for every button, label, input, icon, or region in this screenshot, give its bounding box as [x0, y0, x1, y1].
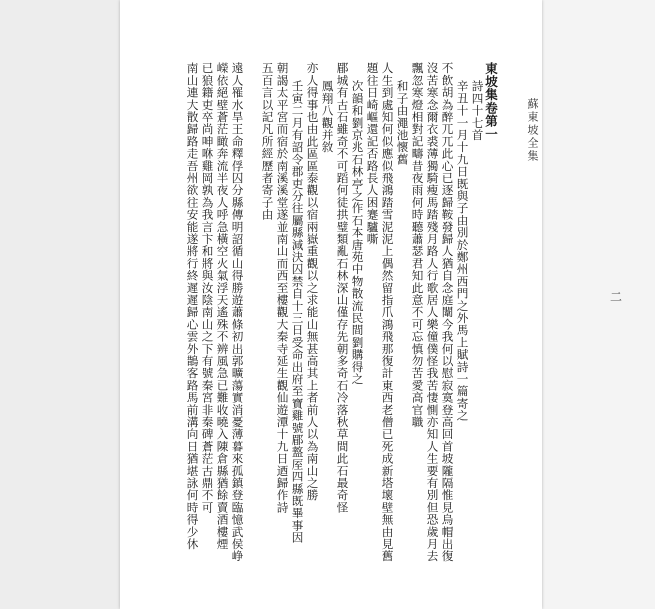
text-column: 飄忽寒燈相對記疇昔夜雨何時聽蕭瑟君知此意不可忘慎勿苦愛高官職	[410, 62, 425, 428]
binding-gutter	[0, 0, 120, 609]
text-column: 不飲胡為醉兀兀此心已逐歸鞍發歸人猶自念庭闈今我何以慰寂寞登高回首坡隴隔惟見烏帽出復	[440, 62, 455, 563]
text-column: 和子由澠池懷舊	[395, 80, 410, 166]
text-column: 鳳翔八觀并敘	[320, 80, 335, 154]
text-column: 五百言以記凡所經歷者寄子由	[260, 62, 275, 221]
page-edge	[542, 0, 655, 609]
text-column: 沒苦寒念爾衣裘薄獨騎瘦馬踏殘月路人行歌居人樂僮僕怪我苦悽惻亦知人生要有別但恐歲月去	[425, 62, 440, 563]
text-column: 嶸依絕壁蒼茫瞰奔流半夜人呼急橫空火氣浮天遙殊不辨風急已難收曉入陳倉縣猶餘賣酒樓煙	[215, 62, 230, 550]
book-page	[120, 0, 623, 609]
text-column: 辛丑十一月十九日既與子由別於鄭州西門之外馬上賦詩一篇寄之	[455, 80, 470, 422]
text-column: 郿城有古石雖奇不可蹈何徒拱璧類亂石林深山僅存先朝多奇石冷落秋草間此石最奇怪	[335, 62, 350, 514]
text-column: 題往日崎嶇還記否路長人困蹇驢嘶	[365, 62, 380, 245]
page-number: 二	[610, 290, 623, 304]
text-column: 人生到處知何似應似飛鴻踏雪泥泥上偶然留指爪鴻飛那復計東西老僧已死成新塔壞壁無由見舊	[380, 62, 395, 563]
text-column: 次韻和劉京兆石林亭之作石本唐苑中物散流民間劉購得之	[350, 80, 365, 385]
text-column: 南山連大散歸路走吾州欲往安能遂將行終遲遲歸心雲外鵲客路馬前溝向日猶堪詠何時得少休	[185, 62, 200, 550]
text-column: 遠人罹水旱王命釋俘囚分縣傳明詔循山得勝遊蕭條初出郭曠蕩實消憂薄暮來孤鎮登臨憶武侯峥	[230, 62, 245, 563]
text-column: 朝謁太平宮而宿於南溪溪堂遂並南山而西至樓觀大秦寺延生觀仙遊潭十九日迺歸作詩	[275, 62, 290, 514]
text-column: 壬寅二月有詔令郡吏分往屬縣減決囚禁自十三日受命出府至寶雞號郿盩厔四縣既畢事因	[290, 80, 305, 544]
volume-title: 東坡集卷第一	[483, 62, 499, 141]
text-column: 亦人得事也由此區區泰觀以宿兩嶽重觀以之求能山無甚高其上者前人以為南山之勝	[305, 62, 320, 502]
text-column: 詩四十七首	[470, 80, 485, 141]
text-column: 已狼籍吏卒尚呻咻雞岡孰為我言卞和將與汝陰南山之下有號秦宮非秦碑蒼茫古鼎不可	[200, 62, 215, 514]
running-head: 蘇東坡全集	[526, 98, 539, 163]
